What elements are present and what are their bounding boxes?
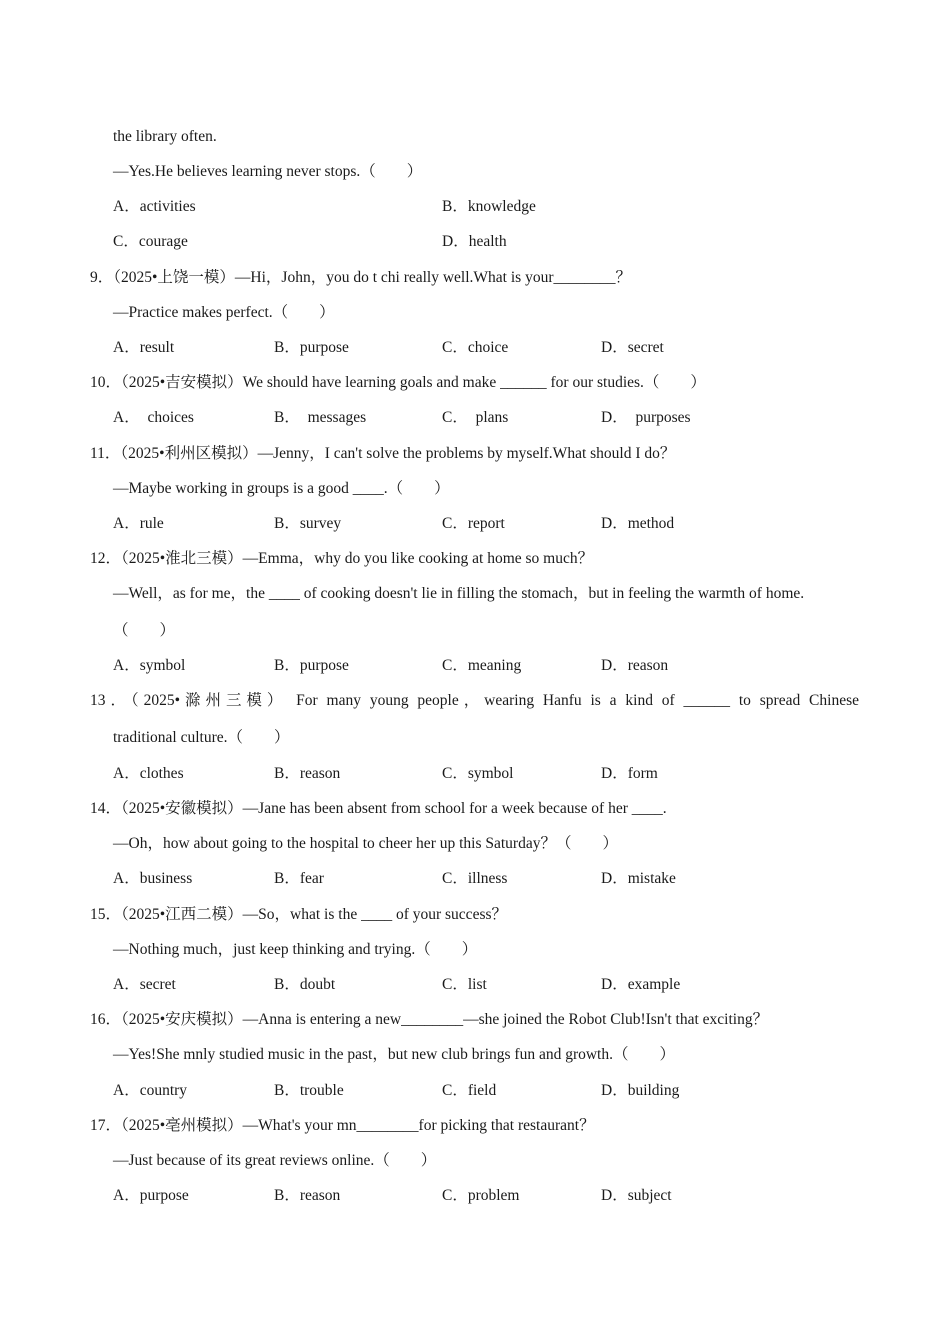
option-b[interactable]: B．purpose	[274, 339, 349, 356]
option-d[interactable]: D．example	[601, 976, 681, 993]
option-b[interactable]: B．reason	[274, 1187, 341, 1204]
option-b[interactable]: B．fear	[274, 870, 324, 887]
option-d[interactable]: D．secret	[601, 339, 664, 356]
option-d[interactable]: D．reason	[601, 657, 669, 674]
option-b[interactable]: B．purpose	[274, 657, 349, 674]
question-text: 9．（2025•上饶一模）—Hi，John，you do t chi really well.What is your________？	[90, 269, 631, 286]
question-text: traditional culture.（ ）	[113, 729, 290, 746]
option-b[interactable]: B．knowledge	[442, 198, 536, 215]
question-text: 13．（2025•滁州三模） For many young people，wearing Hanfu is a kind of ______ to spread Chinese	[90, 692, 859, 709]
option-a[interactable]: A．symbol	[113, 657, 186, 674]
question-text: —Maybe working in groups is a good ____.（ ）	[113, 480, 450, 497]
option-c[interactable]: C．choice	[442, 339, 509, 356]
question-text: —Oh，how about going to the hospital to cheer her up this Saturday？（ ）	[113, 835, 618, 852]
question-text: 15．（2025•江西二模）—So，what is the ____ of your success？	[90, 906, 508, 923]
option-a[interactable]: A．country	[113, 1082, 188, 1099]
option-d[interactable]: D．form	[601, 765, 658, 782]
question-text: 14．（2025•安徽模拟）—Jane has been absent from school for a week because of her ____.	[90, 800, 667, 817]
option-d[interactable]: D．mistake	[601, 870, 676, 887]
option-d[interactable]: D．method	[601, 515, 675, 532]
question-text: —Nothing much，just keep thinking and trying.（ ）	[113, 941, 478, 958]
question-text: —Yes!She mnly studied music in the past，but new club brings fun and growth.（ ）	[113, 1046, 675, 1063]
question-text: —Practice makes perfect.（ ）	[113, 304, 335, 321]
option-a[interactable]: A．business	[113, 870, 193, 887]
option-a[interactable]: A．purpose	[113, 1187, 189, 1204]
question-text: 12．（2025•淮北三模）—Emma，why do you like cooking at home so much？	[90, 550, 594, 567]
option-a[interactable]: A．activities	[113, 198, 196, 215]
question-text: —Yes.He believes learning never stops.（ ）	[113, 163, 423, 180]
option-c[interactable]: C．report	[442, 515, 505, 532]
question-text: 17．（2025•亳州模拟）—What's your mn________for picking that restaurant？	[90, 1117, 595, 1134]
option-b[interactable]: B．doubt	[274, 976, 336, 993]
question-text: 10．（2025•吉安模拟）We should have learning goals and make ______ for our studies.（ ）	[90, 374, 706, 391]
option-b[interactable]: B．trouble	[274, 1082, 344, 1099]
option-c[interactable]: C．symbol	[442, 765, 514, 782]
option-b[interactable]: B． messages	[274, 409, 367, 426]
option-a[interactable]: A．rule	[113, 515, 164, 532]
option-c[interactable]: C．illness	[442, 870, 508, 887]
option-c[interactable]: C．field	[442, 1082, 497, 1099]
option-d[interactable]: D．health	[442, 233, 507, 250]
question-text: the library often.	[113, 128, 217, 145]
option-b[interactable]: B．reason	[274, 765, 341, 782]
question-text: 16．（2025•安庆模拟）—Anna is entering a new________—she joined the Robot Club!Isn't that exciting？	[90, 1011, 769, 1028]
question-text: —Well，as for me，the ____ of cooking doesn't lie in filling the stomach，but in feeling the warmth of home.	[113, 585, 805, 602]
option-a[interactable]: A．clothes	[113, 765, 184, 782]
option-a[interactable]: A．result	[113, 339, 175, 356]
option-d[interactable]: D．building	[601, 1082, 680, 1099]
question-text: —Just because of its great reviews online.（ ）	[113, 1152, 437, 1169]
option-c[interactable]: C．problem	[442, 1187, 520, 1204]
option-d[interactable]: D．subject	[601, 1187, 672, 1204]
option-b[interactable]: B．survey	[274, 515, 342, 532]
option-c[interactable]: C．courage	[113, 233, 188, 250]
option-d[interactable]: D． purposes	[601, 409, 691, 426]
option-c[interactable]: C．list	[442, 976, 487, 993]
option-c[interactable]: C．meaning	[442, 657, 522, 674]
question-text: （ ）	[113, 622, 176, 639]
question-text: 11．（2025•利州区模拟）—Jenny，I can't solve the problems by myself.What should I do？	[90, 445, 676, 462]
option-a[interactable]: A．secret	[113, 976, 176, 993]
option-c[interactable]: C． plans	[442, 409, 509, 426]
option-a[interactable]: A． choices	[113, 409, 194, 426]
